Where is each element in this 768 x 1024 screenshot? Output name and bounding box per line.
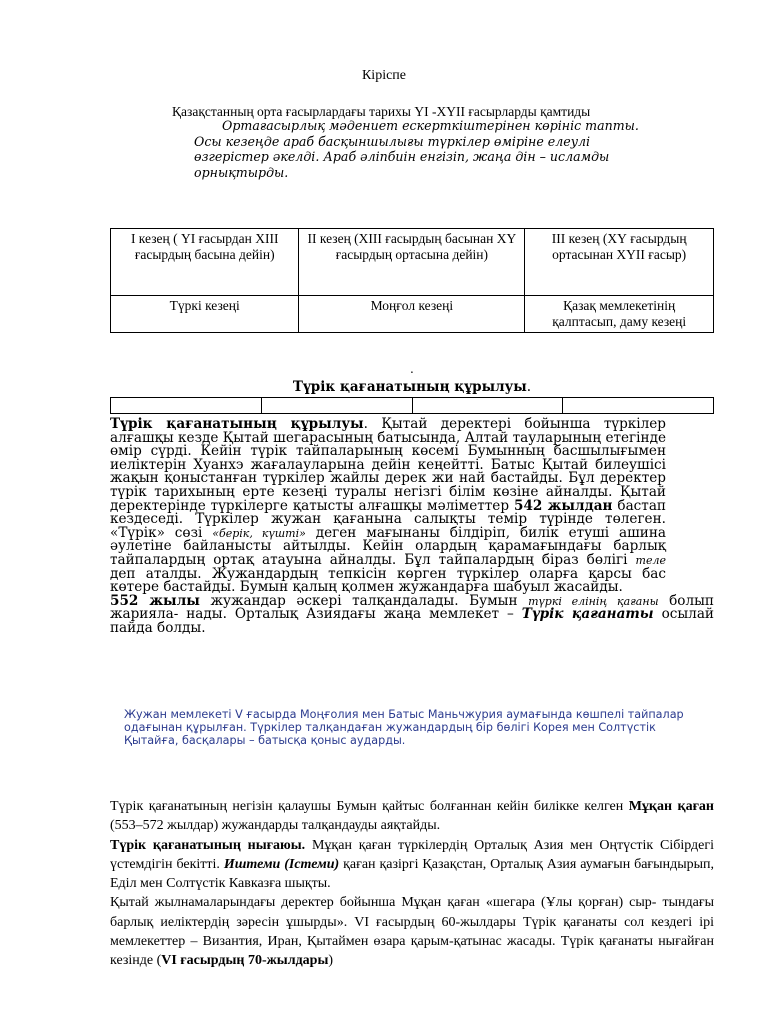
tele-italic: теле xyxy=(635,553,666,567)
empty-cell xyxy=(563,398,714,414)
period-2-name: Моңғол кезеңі xyxy=(299,296,525,333)
bottom-paragraph-2 xyxy=(110,836,714,894)
bottom-text-part: Мұқан қаған түркілердің Орталық Азия мен Оңтүстік Сібірдегі үстемдігін бекітті. xyxy=(110,837,714,872)
intro-line: Қазақстанның орта ғасырлардағы тарихы ҮІ -ХҮІІ ғасырларды қамтиды xyxy=(172,104,591,119)
period-1-cell: І кезең ( ҮІ ғасырдан ХІІІ ғасырдың басына дейін) xyxy=(111,229,299,296)
periods-table xyxy=(110,228,714,333)
main-text: деп аталды. Жужандардың тепкісін көрген түркілер оларға қарсы бас көтере бастайды. Бумын қалың қолмен жужандарға шабуыл жасайды. xyxy=(110,565,666,596)
bottom-paragraph-3 xyxy=(110,893,714,970)
intro-italic-text xyxy=(194,118,664,180)
empty-table xyxy=(110,397,714,414)
main-text: осылай пайда болды. xyxy=(110,606,714,636)
section-heading-dot: . xyxy=(526,379,532,395)
bottom-text-part: (553–572 жылдар) жужандарды талқандауды аяқтайды. xyxy=(110,818,441,834)
bottom-text-part: қаған қазіргі Қазақстан, Орталық Азия аумағын бағындырып, Еділ мен Солтүстік Кавказға шықты. xyxy=(110,856,715,892)
period-3-cell: ІІІ кезең (ХҮ ғасырдың ортасынан ХҮІІ ғасыр) xyxy=(525,229,714,296)
mukan-bold: Мұқан қаған xyxy=(628,799,714,814)
period-1-name: Түркі кезеңі xyxy=(111,296,299,333)
empty-cell xyxy=(111,398,262,414)
separator-dot: . xyxy=(410,362,414,376)
year-552: 552 жылы xyxy=(110,592,200,609)
period-3-name: Қазақ мемлекетінің қалптасып, даму кезеңі xyxy=(525,296,714,333)
empty-cell xyxy=(261,398,412,414)
section-heading-text: Түрік қағанатының құрылуы xyxy=(292,379,527,395)
bottom-text-part: Түрік қағанатының негізін қалаушы Бумын қайтыс болғаннан кейін билікке келген xyxy=(110,799,629,814)
lead-bold: Түрік қағанатының құрылуы xyxy=(110,416,364,432)
bottom-text-part: Қытай жылнамаларындағы деректер бойынша Мұқан қаған «шегара (Ұлы қорған) сыр- тындағы барлық иеліктердің зәресін ұшырды». VI ғасырдың 60-жылдары Түрік қағанаты сол кездегі ірі мемлекеттер – Византия, Иран, Қытаймен өзара қарым-қатынас жасады. Түрік қағанаты нығайған кезінде ( xyxy=(110,895,714,969)
berik-italic: «берік, күшті» xyxy=(212,526,306,540)
section-heading xyxy=(0,379,768,395)
period-2-cell: ІІ кезең (ХІІІ ғасырдың басынан ХҮ ғасырдың ортасына дейін) xyxy=(299,229,525,296)
vi70-bold: VI ғасырдың 70-жылдары xyxy=(161,953,329,969)
main-text: бастап кездеседі. Түркілер жужан қағанына салықты темір түрінде төлеген. «Түрік» сөзі xyxy=(110,497,666,541)
intro-italic-rest: Осы кезеңде араб басқыншылығы түркілер өміріне елеулі өзгерістер әкелді. Араб әліпбиін енгізіп, жаңа дін – исламды орнықтырды. xyxy=(194,133,610,180)
main-text: деген мағынаны білдіріп, билік етуші ашина әулетіне байланысты айтылды. Кейін олардың қарамағындағы барлық тайпалардың ортақ атауына айналды. Бұл тайпалардың біраз бөлігі xyxy=(110,524,666,568)
main-text: болып жариялa- нады. Орталық Азиядағы жаңа мемлекет – xyxy=(110,592,714,623)
bottom-text xyxy=(110,797,714,971)
bottom-paragraph-1 xyxy=(110,797,714,836)
istemi-bold: Иштеми (Істеми) xyxy=(223,856,340,872)
blue-note: Жужан мемлекеті V ғасырда Моңғолия мен Батыс Маньчжурия аумағында көшпелі тайпалар одағынан құрылған. Түркілер талқандаған жужандардың бір бөлігі Корея мен Солтүстік Қытайға, басқалары – батысқа қоныс аударды. xyxy=(124,708,684,747)
main-text: жужандар әскері талқандалады. Бумын xyxy=(199,592,529,609)
nygayuy-bold: Түрік қағанатының нығаюы. xyxy=(110,837,306,853)
year-542: 542 жылдан xyxy=(513,497,613,514)
main-paragraph xyxy=(110,416,714,636)
intro-italic-line1: Ортағасырлық мәдениет ескерткіштерінен көрініс тапты. xyxy=(222,118,639,133)
turik-kaganaty: Түрік қағанаты xyxy=(521,606,654,623)
turki-elinin-italic: түркі елінің қағаны xyxy=(528,594,659,608)
main-wide-line xyxy=(110,592,714,636)
page-title: Кіріспе xyxy=(361,68,407,83)
empty-cell xyxy=(412,398,563,414)
bottom-text-part: ) xyxy=(328,953,334,969)
main-text: . Қытай деректері бойынша түркілер алғашқы кезде Қытай шегарасының батысында, Алтай тауларының етегінде өмір сүрді. Кейін түрік тайпаларының көсемі Бумынның басшылығымен иеліктерін Хуанхэ жағалауларына дейін кеңейтті. Батыс Қытай билеушісі жақын қоныстанған түркілер жайлы дерек жи най бастайды. Бұл деректер түрік тарихының ерте кезеңі туралы негізгі білім көзіне айналды. Қытай деректерінде түркілерге қатысты алғашқы мәліметтер xyxy=(110,416,666,514)
